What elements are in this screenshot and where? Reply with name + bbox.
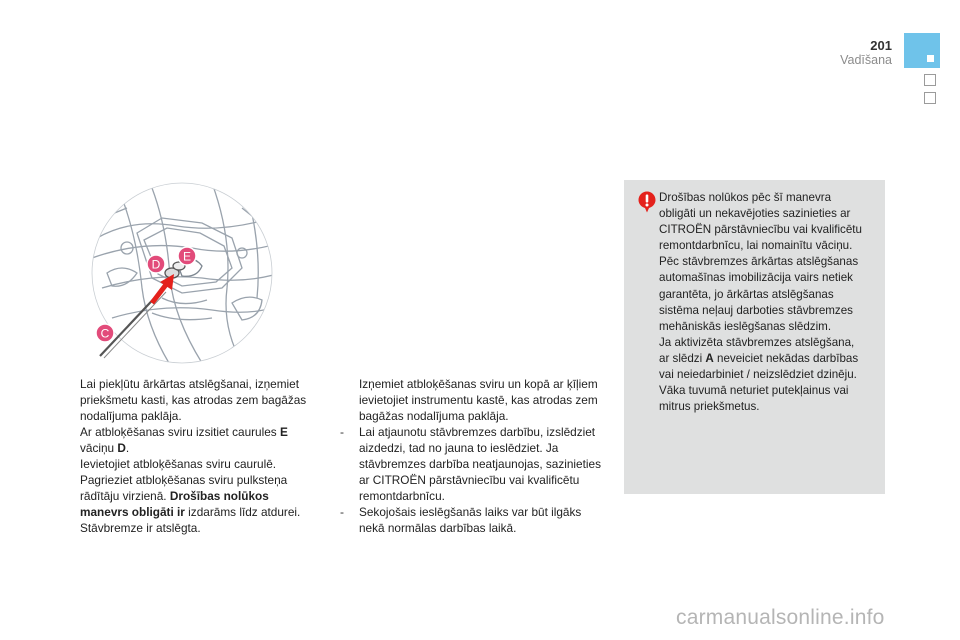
exclamation-warning-icon xyxy=(635,190,659,214)
chapter-tab[interactable] xyxy=(924,74,936,86)
instruction-text: izdarāms līdz atdurei. Stāvbremze ir atslēgta. xyxy=(80,505,301,535)
warning-line: remontdarbnīcu, lai nomainītu vāciņu. xyxy=(659,239,853,253)
warning-line: Ja aktivizēta stāvbremzes atslēgšana, xyxy=(659,335,855,349)
warning-line: mitrus priekšmetus. xyxy=(659,400,760,414)
tab-dot-icon xyxy=(927,55,934,62)
warning-text-fragment: ar slēdzi xyxy=(659,351,706,365)
instruction-text: Ievietojiet atbloķēšanas sviru caurulē. xyxy=(80,457,277,471)
watermark: carmanualsonline.info xyxy=(676,606,885,629)
warning-line: Pēc stāvbremzes ārkārtas atslēgšanas xyxy=(659,255,859,269)
dash-marker: - xyxy=(340,505,344,519)
left-column-instructions xyxy=(58,376,320,536)
instruction-item xyxy=(58,376,320,424)
instruction-text: Sekojošais ieslēgšanās laiks var būt ilgāks nekā normālas darbības laikā. xyxy=(359,505,582,535)
key-label: E xyxy=(279,425,288,439)
callouts xyxy=(82,178,282,378)
page-number: 201 xyxy=(870,38,892,53)
warning-text xyxy=(659,190,881,415)
section-title: Vadīšana xyxy=(840,53,892,67)
instruction-text: Lai piekļūtu ārkārtas atslēgšanai, izņemiet priekšmetu kasti, kas atrodas zem bagāžas nodalījuma paklāja. xyxy=(80,377,307,423)
instruction-item xyxy=(337,424,605,504)
key-label: D xyxy=(117,441,126,455)
instruction-item xyxy=(337,504,605,536)
switch-key-label: A xyxy=(705,351,714,365)
warning-line: CITROËN pārstāvniecību vai kvalificētu xyxy=(659,223,862,237)
callout-e-label: E xyxy=(182,249,192,264)
emphasis-text: Drošības nolūkos manevrs obligāti ir xyxy=(80,489,269,519)
callout-c-label: C xyxy=(100,326,110,341)
instruction-text: . xyxy=(125,441,130,455)
warning-line: automašīnas imobilizācija vairs netiek xyxy=(659,271,853,285)
warning-line: vai neiedarbiniet / neizslēdziet dzinēju. xyxy=(659,368,857,382)
instruction-text: Pagrieziet atbloķēšanas sviru pulksteņa rādītāju virzienā. xyxy=(80,473,288,503)
active-chapter-tab[interactable] xyxy=(904,33,940,68)
instruction-text: Ar atbloķēšanas sviru izsitiet caurules xyxy=(80,425,280,439)
instruction-item xyxy=(337,376,605,424)
callout-d-label: D xyxy=(151,257,161,272)
warning-line: obligāti un nekavējoties sazinieties ar xyxy=(659,207,851,221)
warning-text-fragment: neveiciet nekādas darbības xyxy=(713,351,859,365)
warning-line: Drošības nolūkos pēc šī manevra xyxy=(659,191,832,204)
instruction-item xyxy=(58,472,320,536)
parking-brake-release-illustration xyxy=(82,178,282,378)
warning-line: garantēta, jo ārkārtas atslēgšanas xyxy=(659,287,834,301)
instruction-text: Izņemiet atbloķēšanas sviru un kopā ar ķīļiem ievietojiet instrumentu kastē, kas atrodas zem bagāžas nodalījuma paklāja. xyxy=(359,377,598,423)
chapter-tab[interactable] xyxy=(924,92,936,104)
warning-line: Vāka tuvumā neturiet putekļainus vai xyxy=(659,384,849,398)
dash-marker: - xyxy=(340,425,344,439)
warning-line xyxy=(659,351,881,367)
instruction-item xyxy=(58,424,320,456)
warning-box xyxy=(624,180,885,494)
instruction-text: Lai atjaunotu stāvbremzes darbību, izslēdziet aizdedzi, tad no jauna to ieslēdziet. Ja stāvbremzes darbība neatjaunojas, sazinieties ar CITROËN pārstāvniecību vai kvalificētu remontdarbnīcu. xyxy=(359,425,601,503)
instruction-text: vāciņu xyxy=(80,441,118,455)
right-column-instructions xyxy=(337,376,605,536)
instruction-item xyxy=(58,456,320,472)
warning-line: sistēma neļauj darboties stāvbremzes xyxy=(659,303,853,317)
warning-line: mehāniskās ieslēgšanas slēdzim. xyxy=(659,319,832,333)
